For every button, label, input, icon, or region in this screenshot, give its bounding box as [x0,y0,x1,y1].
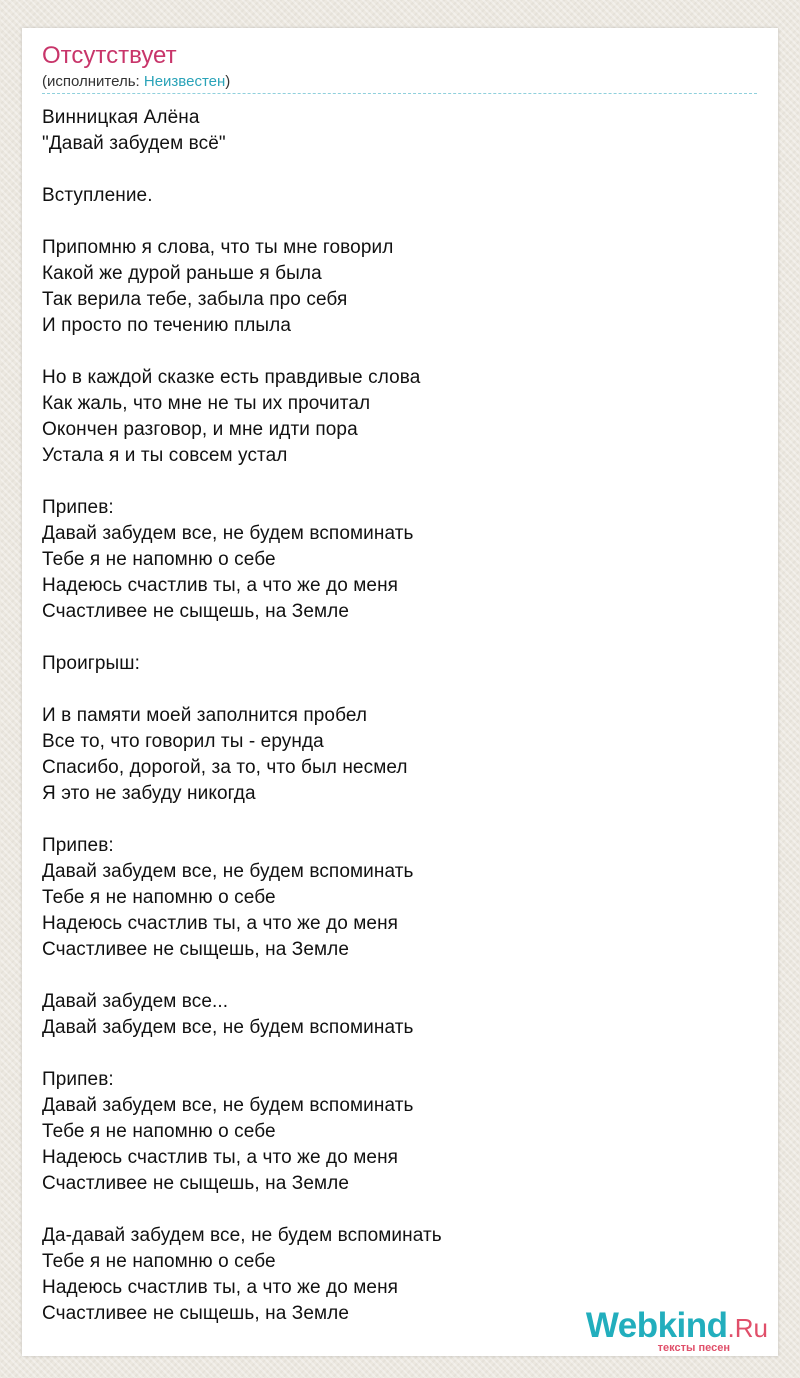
lyric-line: Счастливее не сыщешь, на Земле [42,1303,350,1324]
lyric-line: Давай забудем все, не будем вспоминать [42,1017,414,1038]
lyric-blank-line [42,963,757,989]
logo-wordmark [586,1308,768,1346]
logo-suffix: .Ru [727,1313,768,1343]
lyric-line: Припев: [42,497,114,518]
lyric-blank-line [42,807,757,833]
lyric-line: Надеюсь счастлив ты, а что же до меня [42,575,399,596]
artist-link[interactable]: Неизвестен [143,73,226,90]
lyric-blank-line [42,677,757,703]
lyric-line: Тебе я не напомню о себе [42,1121,276,1142]
webkind-logo[interactable] [586,1308,768,1354]
lyrics-text [42,105,757,1327]
lyric-line: Надеюсь счастлив ты, а что же до меня [42,913,399,934]
lyric-line: Проигрыш: [42,653,140,674]
lyric-line: Как жаль, что мне не ты их прочитал [42,393,371,414]
lyric-line: Счастливее не сыщешь, на Земле [42,1173,350,1194]
lyric-line: Припев: [42,835,114,856]
lyric-line: Давай забудем все, не будем вспоминать [42,861,414,882]
lyric-line: Какой же дурой раньше я была [42,263,322,284]
lyric-line: Спасибо, дорогой, за то, что был несмел [42,757,408,778]
lyric-line: Окончен разговор, и мне идти пора [42,419,358,440]
lyric-line: И просто по течению плыла [42,315,292,336]
lyric-line: Давай забудем все, не будем вспоминать [42,523,414,544]
lyric-blank-line [42,339,757,365]
lyric-line: Припомню я слова, что ты мне говорил [42,237,394,258]
artist-suffix: ) [225,73,231,90]
lyric-line: Тебе я не напомню о себе [42,1251,276,1272]
dashed-divider [42,93,757,94]
lyric-line: Счастливее не сыщешь, на Земле [42,601,350,622]
lyric-blank-line [42,469,757,495]
lyric-line: Припев: [42,1069,114,1090]
lyric-line: Надеюсь счастлив ты, а что же до меня [42,1277,399,1298]
lyric-line: Я это не забуду никогда [42,783,256,804]
lyric-blank-line [42,209,757,235]
lyric-line: Но в каждой сказке есть правдивые слова [42,367,421,388]
lyric-line: Так верила тебе, забыла про себя [42,289,348,310]
lyric-line: И в памяти моей заполнится пробел [42,705,368,726]
lyric-line: Тебе я не напомню о себе [42,549,276,570]
lyric-line: Винницкая Алёна [42,107,200,128]
lyric-line: Давай забудем все, не будем вспоминать [42,1095,414,1116]
lyric-line: Тебе я не напомню о себе [42,887,276,908]
logo-tagline: тексты песен [657,1342,730,1354]
lyric-blank-line [42,625,757,651]
lyric-line: Давай забудем все... [42,991,229,1012]
lyrics-card [22,28,778,1356]
lyric-line: "Давай забудем всё" [42,133,226,154]
lyric-line: Да-давай забудем все, не будем вспоминать [42,1225,442,1246]
artist-prefix: (исполнитель: [42,73,144,90]
lyric-line: Счастливее не сыщешь, на Земле [42,939,350,960]
lyric-blank-line [42,157,757,183]
song-title: Отсутствует [42,42,177,69]
lyric-blank-line [42,1041,757,1067]
lyric-line: Вступление. [42,185,153,206]
artist-line [42,72,230,92]
lyric-blank-line [42,1197,757,1223]
lyric-line: Устала я и ты совсем устал [42,445,288,466]
lyric-line: Надеюсь счастлив ты, а что же до меня [42,1147,399,1168]
lyric-line: Все то, что говорил ты - ерунда [42,731,324,752]
logo-main-text: Webkind [585,1306,728,1345]
